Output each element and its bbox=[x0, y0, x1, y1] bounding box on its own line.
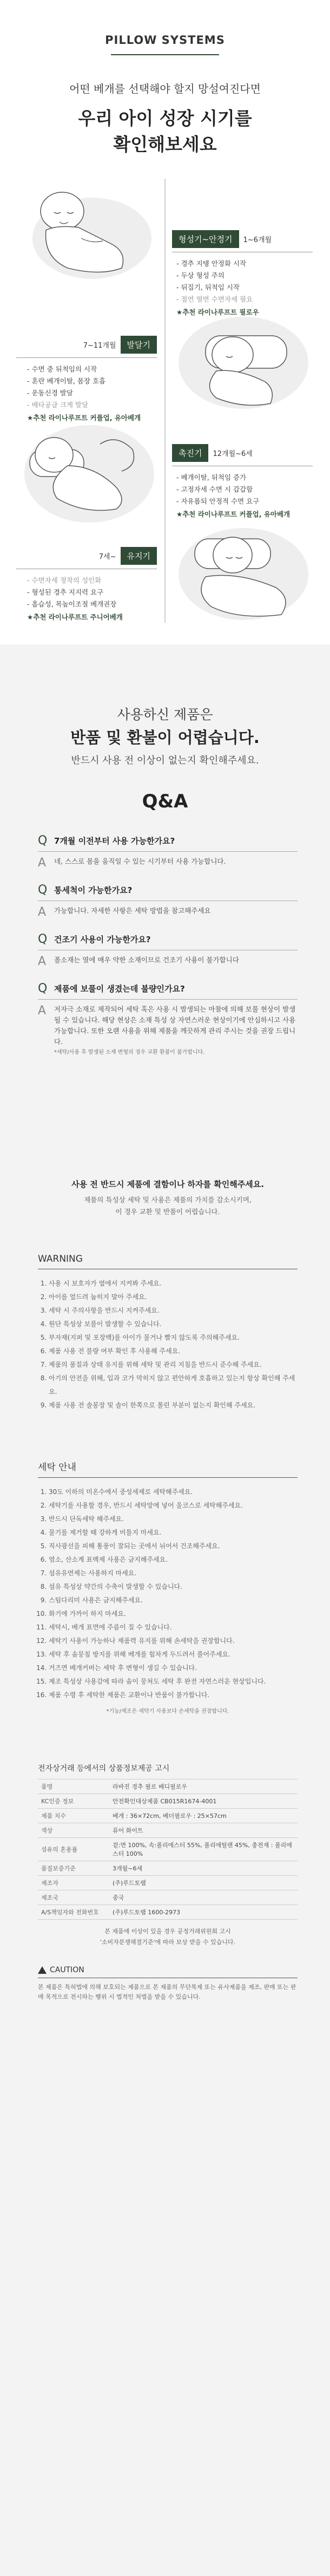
warning-list bbox=[38, 1277, 298, 1412]
brand-underline bbox=[111, 54, 219, 55]
list-item: 3. 반드시 단독세탁 해주세요. bbox=[49, 1512, 298, 1526]
warning-title: WARNING bbox=[38, 1254, 83, 1264]
stage-list-4 bbox=[16, 575, 157, 610]
qa-list bbox=[38, 830, 298, 1066]
stage-age-1: 1~6개월 bbox=[243, 236, 272, 244]
intro-line3: 반드시 사용 전 이상이 없는지 확인해주세요. bbox=[71, 755, 259, 766]
table-row: A/S책임자와 전화번호 (주)루드토램 1600-2973 bbox=[38, 1905, 298, 1920]
warning-triangle-icon bbox=[38, 1966, 47, 1974]
stage-badge-1: 형성기~안정기 bbox=[172, 230, 239, 248]
table-row: KC인증 정보 안전확인대상제품 CB015R1674-4001 bbox=[38, 1794, 298, 1809]
hero-headline-line1: 우리 아이 성장 시기를 bbox=[78, 108, 252, 129]
growth-stage-section bbox=[0, 0, 330, 634]
care-list bbox=[38, 1485, 298, 1702]
stage-age-4: 7세~ bbox=[98, 552, 116, 561]
notice-body-line1: 제품의 특성상 세탁 및 사용은 제품의 가치를 감소시키며, bbox=[84, 1196, 252, 1204]
caution-text: 본 제품은 특허법에 의해 보호되는 제품으로 본 제품의 무단복제 또는 유사제품을 제조, 판매 또는 판매 목적으로 전시하는 행위 시 법적인 처벌을 받을 수 있습니다. bbox=[38, 1984, 296, 2000]
hero-headline-line2: 확인해보세요 bbox=[113, 134, 217, 155]
timeline-line bbox=[164, 179, 166, 623]
table-row: 품명 라바진 경추 필로 베디필로우 bbox=[38, 1779, 298, 1794]
list-item: 12. 세탁기 사용이 가능하나 제품력 유지를 위해 손세탁을 권장합니다. bbox=[49, 1634, 298, 1648]
spec-footnote bbox=[38, 1926, 298, 1948]
stage-card-2 bbox=[16, 336, 157, 424]
hero-lead: 어떤 베개를 선택해야 할지 망설여진다면 bbox=[69, 82, 261, 95]
stage-card-4 bbox=[16, 547, 157, 623]
warning-box bbox=[38, 1254, 298, 1412]
list-item: 15. 제조 특성상 사용감에 따라 솜이 뭉쳐도 세탁 후 완전 자연스러운 현상입니다. bbox=[49, 1675, 298, 1688]
stage-badge-3: 촉진기 bbox=[172, 444, 208, 462]
spec-table bbox=[38, 1779, 298, 1920]
list-item: 2. 세탁기를 사용할 경우, 반드시 세탁망에 넣어 울코스로 세탁해주세요. bbox=[49, 1499, 298, 1512]
list-item: 13. 세탁 후 솜뭉침 방지를 위해 베개를 힘차게 두드려서 풀어주세요. bbox=[49, 1648, 298, 1661]
question-text: 건조기 사용이 가능한가요? bbox=[54, 934, 151, 944]
answer-text: 폴소재는 열에 매우 약한 소재이므로 건조기 사용이 불가합니다 bbox=[54, 956, 239, 964]
list-item: - 수면 중 뒤척임의 시작 bbox=[27, 365, 97, 373]
list-item: 7. 섬유유연제는 사용하지 마세요. bbox=[49, 1567, 298, 1580]
list-item: 4. 물기를 제거할 때 강하게 비틀지 마세요. bbox=[49, 1526, 298, 1540]
answer-text: 가능합니다. 자세한 사항은 세탁 방법을 참고해주세요 bbox=[54, 907, 211, 915]
list-item: 6. 제품 사용 전 불량 여부 확인 후 사용해 주세요. bbox=[49, 1345, 298, 1358]
toddler-sleeping-illustration bbox=[19, 412, 160, 531]
pre-use-notice bbox=[38, 1178, 298, 1218]
brand-name: PILLOW SYSTEMS bbox=[105, 34, 225, 47]
list-item: 1. 30도 이하의 미온수에서 중성세제로 세탁해주세요. bbox=[49, 1485, 298, 1499]
stage-list-1 bbox=[172, 258, 313, 305]
list-item: 9. 스팀다리미 사용은 금지해주세요. bbox=[49, 1594, 298, 1607]
stage-recommendation-3: ★추천 라이나루프트 커플업, 유아베개 bbox=[176, 510, 291, 518]
care-note: *기능/제조은 세탁기 사용보다 손세탁을 권장합니다. bbox=[106, 1708, 229, 1714]
stage-age-3: 12개월~6세 bbox=[213, 449, 253, 458]
list-item: - 혼란 베개이탈, 몸장 호흡 bbox=[27, 377, 106, 385]
qa-item bbox=[38, 928, 298, 969]
list-item: 7. 제품의 품질과 상태 유지를 위해 세탁 및 관리 지침을 반드시 준수해 주세요. bbox=[49, 1358, 298, 1372]
stage-list-3 bbox=[172, 472, 313, 507]
table-row: 제품 치수 베개 : 36×72cm, 베더필로우 : 25×57cm bbox=[38, 1809, 298, 1823]
spec-box bbox=[38, 1763, 298, 1948]
spec-footnote-line1: 본 제품에 이상이 있을 경우 공정거래위원회 고시 bbox=[104, 1928, 231, 1935]
stage-age-2: 7~11개월 bbox=[83, 341, 116, 350]
list-item: 2. 아이를 엎드려 눕히지 말아 주세요. bbox=[49, 1290, 298, 1304]
list-item: - 점연 열면 수면자세 필요 bbox=[176, 295, 253, 303]
question-mark: Q bbox=[38, 932, 48, 946]
table-row: 제조국 중국 bbox=[38, 1890, 298, 1905]
stage-rule-2 bbox=[16, 357, 157, 358]
list-item: 16. 제품 수령 후 세탁한 제품은 교환이나 반품이 불가합니다. bbox=[49, 1688, 298, 1702]
answer-text: 네, 스스로 몸을 움직일 수 있는 시기부터 사용 가능합니다. bbox=[54, 857, 226, 865]
stage-recommendation-1: ★추천 라이나루프트 필로우 bbox=[176, 308, 259, 316]
list-item: - 운동신경 발달 bbox=[27, 389, 73, 397]
list-item: 11. 세탁시, 베개 표면에 주름이 질 수 있습니다. bbox=[49, 1621, 298, 1634]
table-row: 품질보증기준 3개월~6세 bbox=[38, 1861, 298, 1876]
list-item: - 배타공급 크게 발달 bbox=[27, 401, 89, 409]
list-item: - 두상 형성 주의 bbox=[176, 271, 225, 279]
baby-sleeping-side-illustration bbox=[173, 303, 314, 417]
notice-body-line2: 이 경우 교환 및 반품이 어렵습니다. bbox=[115, 1208, 220, 1216]
list-item: - 흠습성, 목높이조절 베개권장 bbox=[27, 600, 117, 608]
list-item: - 베개이탈, 뒤척임 증가 bbox=[176, 473, 247, 481]
spec-title: 전자상거래 등에서의 상품정보제공 고시 bbox=[38, 1764, 170, 1773]
list-item: 8. 아기의 안전을 위해, 입과 코가 막히지 않고 편안하게 호흡하고 있는지 항상 확인해 주세요. bbox=[49, 1372, 298, 1399]
intro-line2: 반품 및 환불이 어렵습니다. bbox=[70, 728, 260, 747]
list-item: - 자유롭되 안정적 수면 요구 bbox=[176, 497, 260, 505]
qa-item bbox=[38, 830, 298, 870]
stage-badge-2: 발달기 bbox=[121, 336, 157, 354]
stage-list-2 bbox=[16, 363, 157, 411]
answer-mark: A bbox=[38, 905, 47, 919]
list-item: 5. 직사광선을 피해 통풍이 잘되는 곳에서 뉘어서 건조해주세요. bbox=[49, 1540, 298, 1553]
stage-badge-4: 유지기 bbox=[121, 547, 157, 565]
list-item: - 경추 지탱 안정화 시작 bbox=[176, 259, 247, 268]
hero-headline bbox=[0, 106, 330, 158]
care-box bbox=[38, 1459, 298, 1714]
question-mark: Q bbox=[38, 981, 48, 995]
list-item: - 형성된 경추 지지력 요구 bbox=[27, 588, 104, 596]
list-item: 8. 섬유 특성상 약간의 수축이 발생할 수 있습니다. bbox=[49, 1580, 298, 1594]
answer-mark: A bbox=[38, 856, 47, 870]
notice-section bbox=[0, 644, 330, 2576]
table-row: 제조자 (주)루드토램 bbox=[38, 1876, 298, 1890]
baby-swaddled-illustration bbox=[22, 179, 157, 287]
list-item: 9. 제품 사용 전 솔봉장 및 솔이 한쪽으로 몰린 부분이 없는지 확인해 주세요. bbox=[49, 1399, 298, 1412]
list-item: 14. 거즈면 베개커버는 세탁 후 변형이 생길 수 있습니다. bbox=[49, 1661, 298, 1675]
question-text: 제품에 보풀이 생겼는데 불량인가요? bbox=[54, 983, 185, 994]
stage-recommendation-4: ★추천 라이나루프트 주니어베개 bbox=[27, 613, 123, 621]
list-item: 4. 원단 특성상 보풀이 발생할 수 있습니다. bbox=[49, 1318, 298, 1331]
notice-headline: 사용 전 반드시 제품에 결함이나 하자를 확인해주세요. bbox=[71, 1179, 264, 1189]
caution-title: CAUTION bbox=[50, 1966, 84, 1974]
list-item: - 뒤집기, 뒤척임 시작 bbox=[176, 283, 240, 291]
notice-body bbox=[38, 1194, 298, 1218]
question-text: 7개월 이전부터 사용 가능한가요? bbox=[54, 836, 175, 846]
answer-text: 저자극 소재로 제작되어 세탁 혹은 사용 시 발생되는 마찰에 의해 보풀 현상이 발생될 수 있습니다. 해당 현상은 소재 특성 상 자연스러운 현상이기에 안심하시고 사용 가능합니다. 또한 오랜 사용을 위해 제품을 깨끗하게 관리 주시는 것을 권장 드립니다. bbox=[54, 1005, 296, 1046]
child-sleeping-illustration bbox=[173, 517, 314, 625]
list-item: - 고정자세 수면 시 갑갑함 bbox=[176, 485, 253, 493]
answer-mark: A bbox=[38, 955, 47, 968]
table-row: 색상 퓨어 화이트 bbox=[38, 1823, 298, 1838]
care-title: 세탁 안내 bbox=[38, 1462, 77, 1473]
intro-line1: 사용하신 제품은 bbox=[117, 707, 213, 722]
list-item: 3. 세탁 시 주의사항을 반드시 지켜주세요. bbox=[49, 1304, 298, 1318]
qa-item bbox=[38, 879, 298, 919]
question-text: 통세척이 가능한가요? bbox=[54, 885, 133, 895]
list-item: 5. 부자재(지퍼 및 포장백)를 아이가 물거나 빨지 않도록 주의해주세요. bbox=[49, 1331, 298, 1345]
stage-card-3 bbox=[172, 444, 313, 520]
spec-footnote-line2: '소비자분쟁해결기준'에 따라 보상 받을 수 있습니다. bbox=[100, 1939, 236, 1946]
qa-item bbox=[38, 977, 298, 1057]
answer-note: *세탁/사용 후 발생된 소재 변형의 경우 교환 환불이 불가합니다. bbox=[54, 1049, 205, 1055]
table-row: 섬유의 혼용률 겉:면 100%, 속:폴리에스터 55%, 폴리에틸렌 45%, 충전재 : 폴리에스터 100% bbox=[38, 1838, 298, 1861]
stage-recommendation-2: ★추천 라이나루프트 커플업, 유아베개 bbox=[27, 414, 141, 422]
list-item: - 수면자세 정착의 성인화 bbox=[27, 576, 102, 584]
caution-box bbox=[38, 1966, 298, 2002]
list-item: 6. 염소, 산소계 표백제 사용은 금지해주세요. bbox=[49, 1553, 298, 1567]
list-item: 10. 화기에 가까이 하지 마세요. bbox=[49, 1607, 298, 1621]
question-mark: Q bbox=[38, 883, 48, 897]
question-mark: Q bbox=[38, 833, 48, 847]
qa-title: Q&A bbox=[142, 791, 188, 812]
answer-mark: A bbox=[38, 1004, 47, 1018]
list-item: 1. 사용 시 보호자가 옆에서 지켜봐 주세요. bbox=[49, 1277, 298, 1290]
